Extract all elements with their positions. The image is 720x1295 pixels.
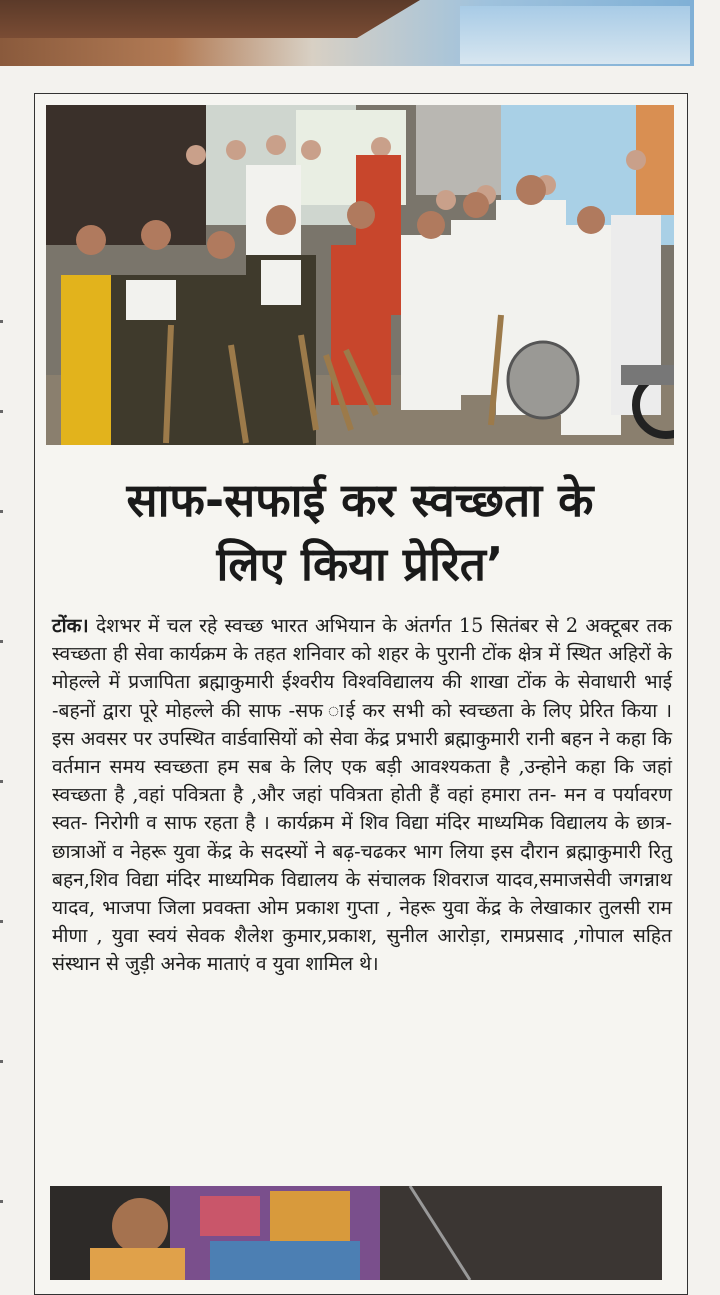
photo-roof — [0, 0, 420, 38]
group-photo-illustration — [46, 105, 674, 445]
headline-line-1: साफ-सफाई कर स्वच्छता के — [126, 473, 594, 527]
photo-building — [460, 6, 690, 64]
top-photo-strip — [0, 0, 694, 66]
stage-photo-illustration — [50, 1186, 662, 1280]
article-body-text: देशभर में चल रहे स्वच्छ भारत अभियान के अंतर्गत 15 सितंबर से 2 अक्टूबर तक स्वच्छता ही सेवा कार्यक्रम के तहत शनिवार को शहर के पुरानी टोंक क्षेत्र में स्थित अहिरों के मोहल्ले में प्रजापिता ब्रह्माकुमारी ईश्वरीय विश्वविद्यालय की शाखा टोंक के सेवाधारी भाई -बहनों द्वारा पूरे मोहल्ले की साफ -सफ ाई कर सभी को स्वच्छता के लिए प्रेरित किया । इस अवसर पर उपस्थित वार्डवासियों को सेवा केंद्र प्रभारी ब्रह्माकुमारी रानी बहन ने कहा कि वर्तमान समय स्वच्छता हम सब के लिए एक बड़ी आवश्यकता है ,उन्होने कहा कि जहां स्वच्छता है ,वहां पवित्रता है ,और जहां पवित्रता होती हैं वहां हमारा तन- मन व पर्यावरण स्वत- निरोगी व साफ रहता है । कार्यक्रम में शिव विद्या मंदिर माध्यमिक विद्यालय के छात्र-छात्राओं व नेहरू युवा केंद्र के सदस्यों ने बढ़-चढकर भाग लिया इस दौरान ब्रह्माकुमारी रितु बहन,शिव विद्या मंदिर माध्यमिक विद्यालय के संचालक शिवराज यादव,समाजसेवी जगन्नाथ यादव, भाजपा जिला प्रवक्ता ओम प्रकाश गुप्ता , नेहरू युवा केंद्र के लेखाकार तुलसी राम मीणा , युवा स्वयं सेवक शैलेश कुमार,प्रकाश, सुनील आरोड़ा, रामप्रसाद ,गोपाल सहित संस्थान से जुड़ी अनेक माताएं व युवा शामिल थे। — [52, 614, 672, 976]
article-dateline: टोंक। — [52, 614, 89, 637]
page-edge-marks — [0, 320, 4, 1280]
main-photo — [46, 105, 674, 445]
headline-line-2: लिए किया प्रेरित’ — [216, 537, 504, 591]
bottom-photo — [50, 1186, 662, 1280]
article-body — [52, 612, 672, 979]
article-headline — [40, 468, 680, 596]
